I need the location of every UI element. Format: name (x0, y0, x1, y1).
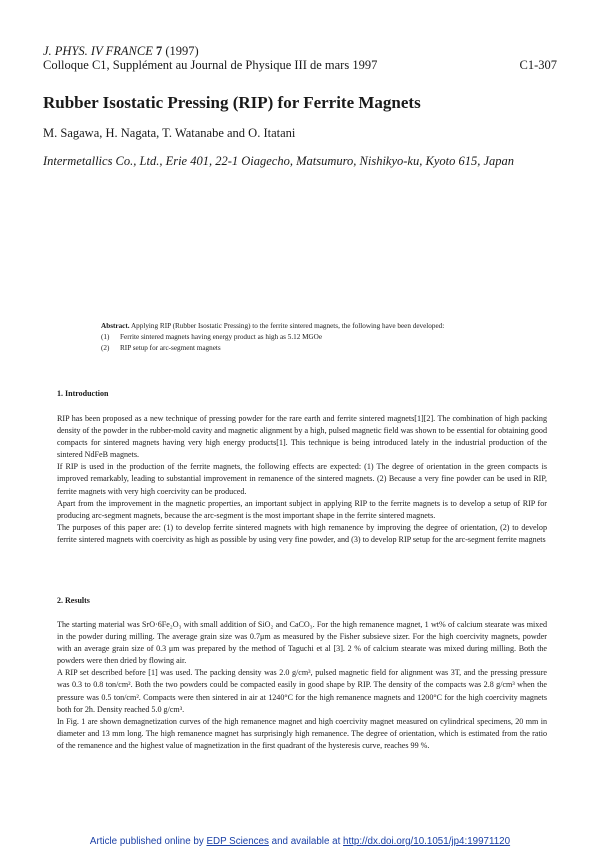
footer-middle: and available at (271, 836, 341, 847)
paragraph: RIP has been proposed as a new technique of pressing powder for the rare earth and ferrite sintered magnets[1][2]. The combination of high packing density of the powder in the rubber-mold cavity and magnetic alignment by a high, pulsed magnetic field was shown to be essential for obtaining good compacts for sintered magnets having very high energy products[1]. This technique is being introduced lately in the industrial production of the sintered NdFeB magnets. (57, 414, 547, 460)
abstract-label: Abstract. (101, 322, 130, 330)
paragraph: Apart from the improvement in the magnetic properties, an important subject in applying RIP to the ferrite magnets is to develop a setup of RIP for producing arc-segment magnets, because the arc-segment is the most important shape in the ferrite sintered magnets. (57, 498, 547, 520)
colloque-line: Colloque C1, Supplément au Journal de Physique III de mars 1997 (43, 58, 378, 72)
abstract-item-text: RIP setup for arc-segment magnets (120, 344, 221, 352)
abstract-item (101, 332, 556, 343)
publisher-link[interactable]: EDP Sciences (206, 836, 269, 847)
journal-citation (43, 44, 199, 58)
affiliation: Intermetallics Co., Ltd., Erie 401, 22-1 Oiagecho, Matsumuro, Nishikyo-ku, Kyoto 615, Japan (43, 154, 515, 168)
abstract-item (101, 343, 556, 354)
abstract-text: Applying RIP (Rubber Isostatic Pressing) to the ferrite sintered magnets, the following have been developed: (130, 322, 445, 330)
abstract-intro (101, 321, 556, 332)
abstract-item-text: Ferrite sintered magnets having energy product as high as 5.12 MGOe (120, 333, 323, 341)
section-body-introduction (57, 413, 547, 546)
publication-footer (0, 836, 600, 848)
paragraph: The purposes of this paper are: (1) to develop ferrite sintered magnets with high remanence by improving the degree of orientation, (2) to develop ferrite sintered magnets with coercivity as high as possible by using very fine powder, and (3) to develop RIP setup for the arc-segment ferrite magnets (57, 522, 547, 544)
journal-name: J. PHYS. IV FRANCE (43, 44, 153, 58)
section-heading-introduction: 1. Introduction (57, 389, 109, 398)
paper-title: Rubber Isostatic Pressing (RIP) for Ferrite Magnets (43, 93, 421, 112)
footer-prefix: Article published online by (89, 836, 204, 847)
journal-year: (1997) (165, 44, 199, 58)
paragraph: In Fig. 1 are shown demagnetization curves of the high remanence magnet and high coercivity magnet measured on cylindrical specimens, 20 mm in diameter and 13 mm long. The high remanence magnet has surprisingly high remanence. The degree of orientation, which is estimated from the ratio of the remanence and the highest value of magnetization in the first quadrant of the hysteresis curve, reaches 99 %. (57, 716, 547, 750)
section-heading-results: 2. Results (57, 596, 90, 605)
paragraph: The starting material was SrO·6Fe₂O₃ with small addition of SiO₂ and CaCO₃. For the high remanence magnet, 1 wt% of calcium stearate was mixed in the powder during milling. The average grain size was 0.7μm as measured by the Fisher subsieve sizer. For the high coercivity magnets, powder with an average grain size of 0.3 μm was prepared by the method of Taguchi et al [3]. 2 % of calcium stearate was mixed during milling. Both the powders were then dried by flowing air. (57, 620, 547, 666)
journal-volume: 7 (155, 44, 163, 58)
abstract-item-number: (2) (101, 344, 110, 352)
paragraph: A RIP set described before [1] was used. The packing density was 2.0 g/cm³, pulsed magnetic field for alignment was 3T, and the pressing pressure was 0.3 to 0.8 ton/cm². Both the two powders could be compacted easily in good shape by RIP. The density of the compacts was 2.8 g/cm³ when the pressure was 0.5 ton/cm². Compacts were then sintered in air at 1240°C for the high remanence magnets and 1200°C for the high coercivity magnets both for 2h. Density reached 5.0 g/cm³. (57, 668, 547, 714)
abstract (101, 321, 556, 354)
authors: M. Sagawa, H. Nagata, T. Watanabe and O. Itatani (43, 126, 296, 140)
abstract-item-number: (1) (101, 333, 110, 341)
paragraph: If RIP is used in the production of the ferrite magnets, the following effects are expected: (1) The degree of orientation in the green compacts is improved remarkably, leading to substantial improvement in remanence of the sintered magnets. (2) Because a very fine powder can be used in RIP, ferrite magnets with very high coercivity can be produced. (57, 462, 547, 496)
page-code: C1-307 (519, 58, 557, 72)
section-body-results (57, 619, 547, 752)
doi-link[interactable]: http://dx.doi.org/10.1051/jp4:19971120 (343, 836, 511, 847)
